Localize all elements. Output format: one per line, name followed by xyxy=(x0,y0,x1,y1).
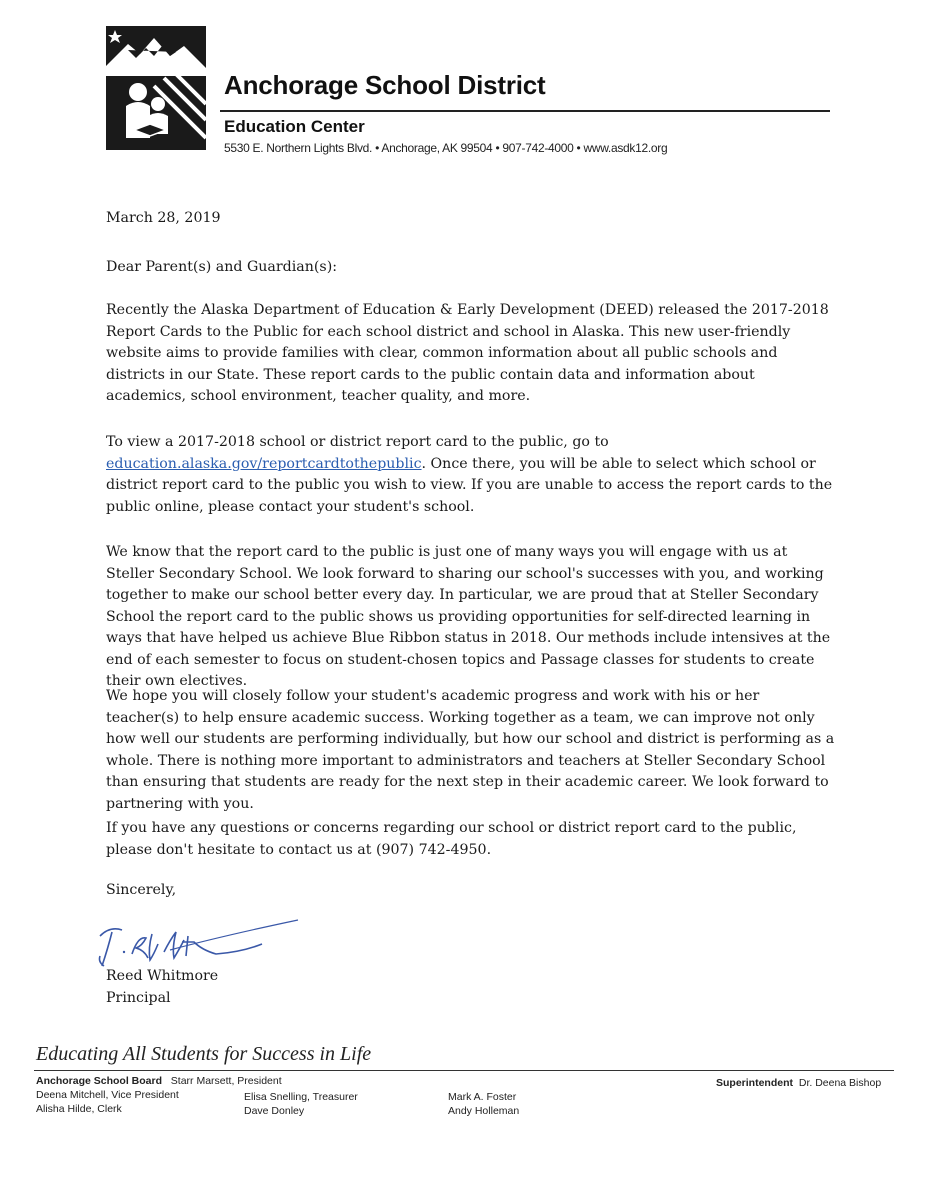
district-logo xyxy=(106,26,206,150)
board-member-holleman: Andy Holleman xyxy=(448,1105,520,1117)
paragraph-how-to-view-rest: . Once there, you will be able to select which school or district report card to the public you wish to view. If you are unable to access the report cards to the public online, please contact your student's school. xyxy=(106,455,833,515)
footer-divider xyxy=(34,1070,894,1071)
signer-title: Principal xyxy=(106,990,171,1006)
paragraph-academic-progress: We hope you will closely follow your student's academic progress and work with his or her teacher(s) to help ensure academic success. Working together as a team, we can improve not only how well our students are performing individually, but how our school and district is performing as a whole. There is nothing more important to administrators and teachers at Steller Secondary School than ensuring that students are ready for the next step in their academic career. We look forward to partnering with you. xyxy=(106,688,835,812)
paragraph-how-to-view xyxy=(106,432,836,518)
district-motto: Educating All Students for Success in Life xyxy=(36,1043,372,1065)
signer-name: Reed Whitmore xyxy=(106,968,219,984)
board-member-donley: Dave Donley xyxy=(244,1105,305,1117)
paragraph-how-to-view-intro: To view a 2017-2018 school or district report card to the public, go to xyxy=(106,434,609,450)
paragraph-steller-successes: We know that the report card to the public is just one of many ways you will engage with us at Steller Secondary School. We look forward to sharing our school's successes with you, and working together to make our school better every day. In particular, we are proud that at Steller Secondary School the report card to the public shows us providing opportunities for self-directed learning in ways that have helped us achieve Blue Ribbon status in 2018. Our methods include intensives at the end of each semester to focus on student-chosen topics and Passage classes for students to create their own electives. xyxy=(106,544,831,689)
board-member-foster: Mark A. Foster xyxy=(448,1091,517,1103)
education-center-title: Education Center xyxy=(224,117,365,136)
letter-date: March 28, 2019 xyxy=(106,210,221,226)
superintendent-line xyxy=(716,1077,881,1090)
board-clerk: Alisha Hilde, Clerk xyxy=(36,1103,122,1115)
superintendent-label: Superintendent xyxy=(716,1077,794,1089)
paragraph-contact: If you have any questions or concerns regarding our school or district report card to the public, please don't hesitate to contact us at (907) 742-4950. xyxy=(106,820,797,858)
school-board-heading xyxy=(36,1075,282,1088)
board-vice-president: Deena Mitchell, Vice President xyxy=(36,1089,179,1101)
header-divider xyxy=(220,110,830,112)
report-card-link[interactable]: education.alaska.gov/reportcardtothepublic xyxy=(106,455,422,472)
district-name: Anchorage School District xyxy=(224,70,546,100)
letter-salutation: Dear Parent(s) and Guardian(s): xyxy=(106,259,338,275)
school-board-label: Anchorage School Board xyxy=(36,1075,163,1087)
letter-closing: Sincerely, xyxy=(106,882,177,898)
superintendent-name: Dr. Deena Bishop xyxy=(798,1077,882,1089)
paragraph-deed-release: Recently the Alaska Department of Education & Early Development (DEED) released the 2017-2018 Report Cards to the Public for each school district and school in Alaska. This new user-friendly website aims to provide families with clear, common information about all public schools and districts in our State. These report cards to the public contain data and information about academics, school environment, teacher quality, and more. xyxy=(106,302,829,404)
board-treasurer: Elisa Snelling, Treasurer xyxy=(244,1091,358,1103)
board-president: Starr Marsett, President xyxy=(170,1075,282,1087)
district-address: 5530 E. Northern Lights Blvd. • Anchorage, AK 99504 • 907-742-4000 • www.asdk12.org xyxy=(224,141,668,155)
